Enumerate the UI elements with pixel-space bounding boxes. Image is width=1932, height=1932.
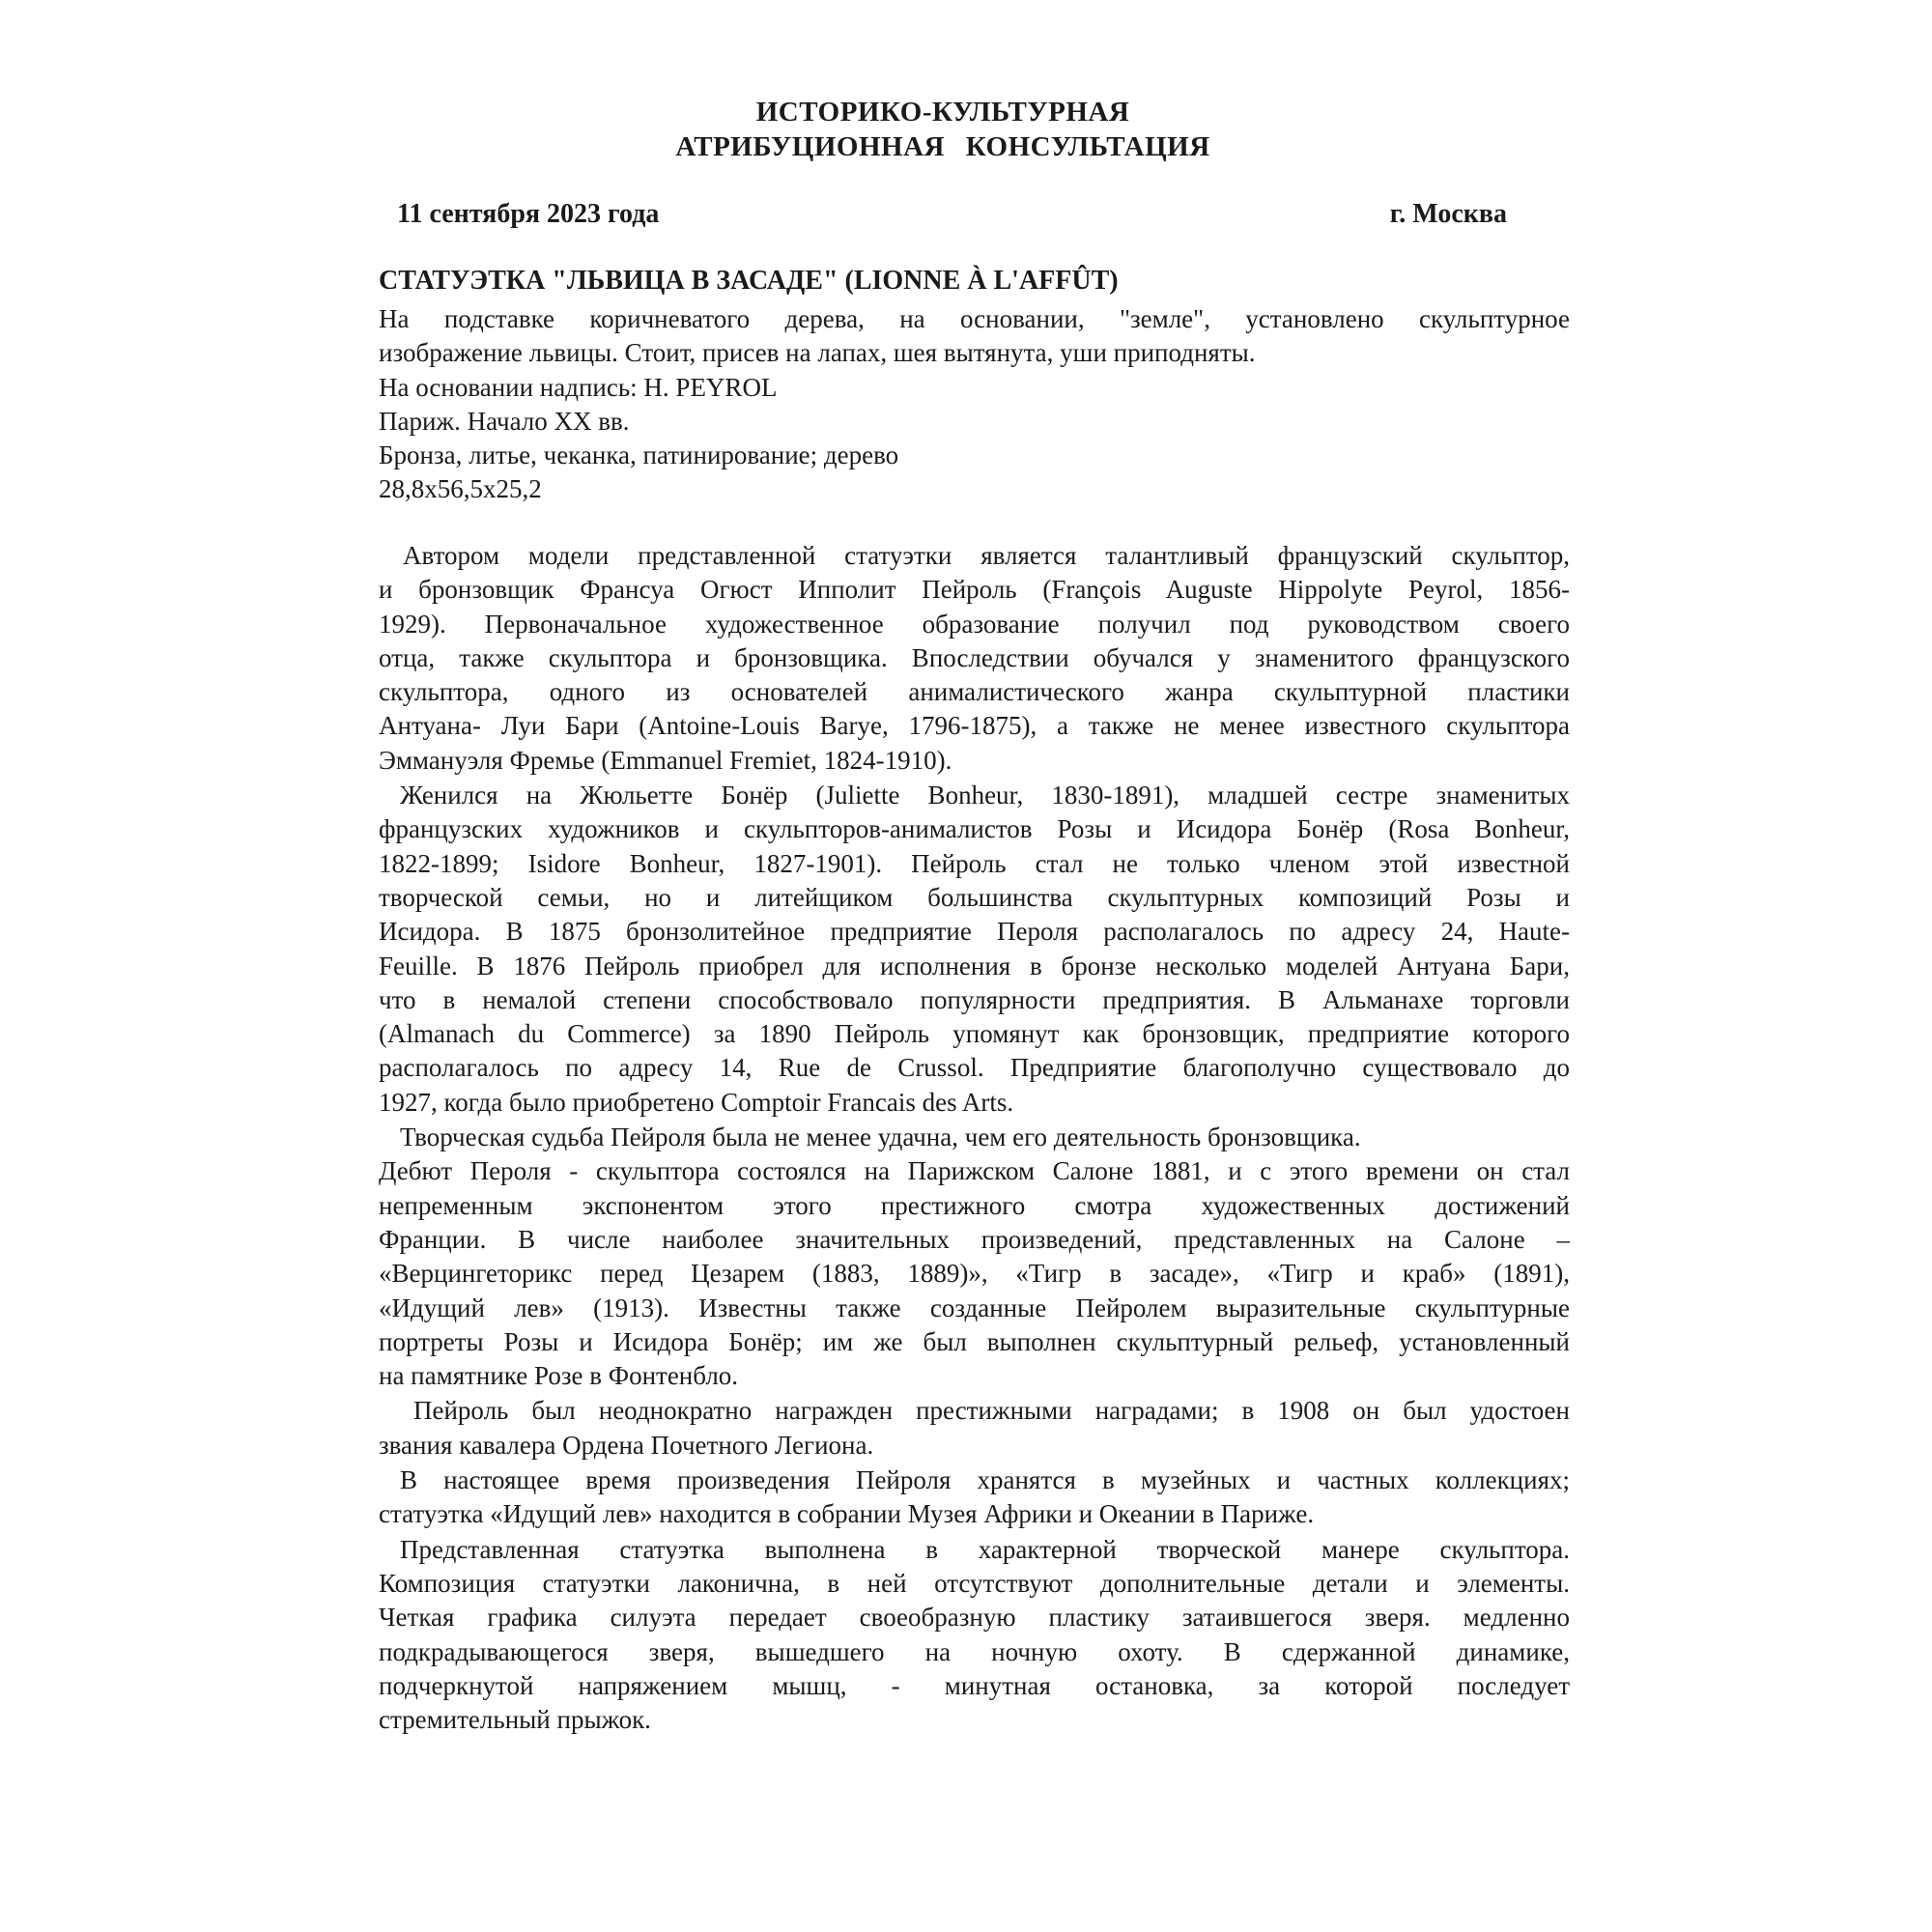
paragraph xyxy=(379,1394,1570,1463)
document-title-line-1: ИСТОРИКО-КУЛЬТУРНАЯ xyxy=(755,97,1130,128)
paragraph xyxy=(379,1463,1570,1532)
paragraph xyxy=(379,539,1570,778)
object-description-line: изображение львицы. Стоит, присев на лапах, шея вытянута, уши приподняты. xyxy=(379,338,1256,368)
paragraph-line: скульптора, одного из основателей анималистического жанра скульптурной пластики xyxy=(379,677,1570,707)
paragraph-line: и бронзовщик Франсуа Огюст Ипполит Пейроль (François Auguste Hippolyte Peyrol, 1856- xyxy=(379,575,1570,605)
paragraph-line: Эммануэля Фремье (Emmanuel Fremiet, 1824-1910). xyxy=(379,745,952,775)
document-date: 11 сентября 2023 года xyxy=(397,199,660,229)
object-origin: Париж. Начало XX вв. xyxy=(379,406,630,436)
paragraph-line: творческой семьи, но и литейщиком большинства скульптурных композиций Розы и xyxy=(379,882,1570,912)
paragraph-line: Женился на Жюльетте Бонёр (Juliette Bonheur, 1830-1891), младшей сестре знаменитых xyxy=(400,781,1570,810)
object-heading: СТАТУЭТКА "ЛЬВИЦА В ЗАСАДЕ" (LIONNE À L'AFFÛT) xyxy=(379,266,1119,296)
paragraph-line: располагалось по адресу 14, Rue de Crussol. Предприятие благополучно существовало до xyxy=(379,1053,1570,1083)
paragraph-line: Пейроль был неоднократно награжден престижными наградами; в 1908 он был удостоен xyxy=(413,1396,1570,1426)
paragraph-line: Четкая графика силуэта передает своеобразную пластику затаившегося зверя. медленно xyxy=(379,1603,1570,1633)
paragraph-line: «Идущий лев» (1913). Известны также созданные Пейролем выразительные скульптурные xyxy=(379,1293,1570,1322)
paragraph-line: «Верцингеторикс перед Цезарем (1883, 1889)», «Тигр в засаде», «Тигр и краб» (1891), xyxy=(379,1259,1570,1289)
paragraph-line: Дебют Пероля - скульптора состоялся на Парижском Салоне 1881, и с этого времени он стал xyxy=(379,1156,1570,1186)
paragraph-line: статуэтка «Идущий лев» находится в собрании Музея Африки и Океании в Париже. xyxy=(379,1499,1315,1529)
paragraph-line: стремительный прыжок. xyxy=(379,1705,651,1735)
paragraph-line: Представленная статуэтка выполнена в характерной творческой манере скульптора. xyxy=(400,1534,1570,1564)
paragraph-line: Антуана- Луи Бари (Antoine-Louis Barye, 1796-1875), а также не менее известного скульптора xyxy=(379,711,1570,741)
body-text xyxy=(379,539,1570,1738)
paragraph-line: Франции. В числе наиболее значительных произведений, представленных на Салоне – xyxy=(379,1224,1570,1254)
paragraph-line: Композиция статуэтки лаконична, в ней отсутствуют дополнительные детали и элементы. xyxy=(379,1568,1570,1598)
paragraph-line: звания кавалера Ордена Почетного Легиона. xyxy=(379,1430,874,1460)
paragraph-line: подкрадывающегося зверя, вышедшего на ночную охоту. В сдержанной динамике, xyxy=(379,1636,1570,1666)
paragraph-line: 1927, когда было приобретено Comptoir Francais des Arts. xyxy=(379,1087,1014,1117)
object-description-line: На подставке коричневатого дерева, на основании, "земле", установлено скульптурное xyxy=(379,304,1570,333)
paragraph-line: В настоящее время произведения Пейроля хранятся в музейных и частных коллекциях; xyxy=(400,1465,1570,1495)
paragraph-line: 1929). Первоначальное художественное образование получил под руководством своего xyxy=(379,609,1570,639)
paragraph xyxy=(379,779,1570,1120)
paragraph-line: подчеркнутой напряжением мышц, - минутная остановка, за которой последует xyxy=(379,1670,1570,1700)
paragraph-line: отца, также скульптора и бронзовщика. Впоследствии обучался у знаменитого французского xyxy=(379,642,1570,672)
paragraph-line: что в немалой степени способствовало популярности предприятия. В Альманахе торговли xyxy=(379,984,1570,1014)
paragraph-line: непременным экспонентом этого престижного смотра художественных достижений xyxy=(379,1190,1570,1220)
paragraph-line: Творческая судьба Пейроля была не менее удачна, чем его деятельность бронзовщика. xyxy=(400,1122,1361,1152)
object-inscription: На основании надпись: Н. PEYROL xyxy=(379,372,778,402)
paragraph-line: на памятнике Розе в Фонтенбло. xyxy=(379,1361,739,1391)
document-title-line-2: АТРИБУЦИОННАЯ КОНСУЛЬТАЦИЯ xyxy=(675,131,1210,162)
paragraph xyxy=(379,1533,1570,1738)
paragraph-line: (Almanach du Commerce) за 1890 Пейроль упомянут как бронзовщик, предприятие которого xyxy=(379,1019,1570,1049)
object-materials: Бронза, литье, чеканка, патинирование; дерево xyxy=(379,440,899,470)
paragraph-line: 1822-1899; Isidore Bonheur, 1827-1901). Пейроль стал не только членом этой известной xyxy=(379,848,1570,878)
paragraph-line: Автором модели представленной статуэтки является талантливый французский скульптор, xyxy=(403,541,1570,570)
paragraph-line: Исидора. В 1875 бронзолитейное предприятие Пероля располагалось по адресу 24, Haute- xyxy=(379,917,1570,947)
paragraph-line: Feuille. В 1876 Пейроль приобрел для исполнения в бронзе несколько моделей Антуана Бари, xyxy=(379,951,1570,980)
paragraph-line: французских художников и скульпторов-анималистов Розы и Исидора Бонёр (Rosa Bonheur, xyxy=(379,814,1570,844)
object-dimensions: 28,8x56,5x25,2 xyxy=(379,474,542,504)
paragraph xyxy=(379,1121,1570,1393)
paragraph-line: портреты Розы и Исидора Бонёр; им же был выполнен скульптурный рельеф, установленный xyxy=(379,1326,1570,1356)
object-details xyxy=(379,302,1570,507)
document-city: г. Москва xyxy=(1389,199,1507,229)
